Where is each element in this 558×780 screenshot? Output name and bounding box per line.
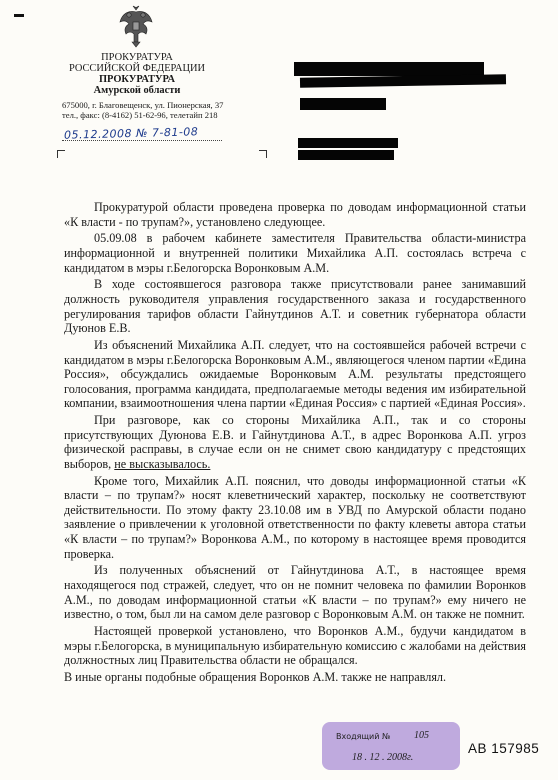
address-block-corner-right (259, 150, 267, 158)
address-block-corner-left (57, 150, 65, 158)
paragraph: Настоящей проверкой установлено, что Воронков А.М., будучи кандидатом в мэры г.Белогорска, в муниципальную избирательную комиссию с жалобами на действия должностных лиц Правительства области не обращался. (64, 623, 526, 668)
letter-body (64, 200, 526, 687)
address-line: 675000, г. Благовещенск, ул. Пионерская, 37 (62, 100, 224, 110)
letterhead-line-1: ПРОКУРАТУРА (101, 52, 173, 63)
paragraph: 05.09.08 в рабочем кабинете заместителя Правительства области-министра информационной и внутренней политики Михайлика А.П. состоялась встреча с кандидатом в мэры г.Белогорска Воронковым А.М. (64, 231, 526, 275)
underlined-phrase: не высказывалось. (114, 456, 211, 471)
paragraph: Из полученных объяснений от Гайнутдинова А.Т., в настоящее время находящегося под стражей, следует, что он не помнит человека по фамилии Воронков А.М., по доводам информационной статьи «К власти – по трупам?» ему ничего не известно, о том, был ли на самом деле разговор с Воронковым А.М. он также не помнит. (64, 563, 526, 622)
form-serial-number: АВ 157985 (468, 741, 540, 756)
stamp-number: 105 (414, 730, 429, 741)
double-headed-eagle-emblem (118, 4, 154, 48)
stamp-label: Входящий № (336, 732, 391, 741)
paragraph: В иные органы подобные обращения Воронков А.М. также не направлял. (64, 669, 447, 684)
paragraph: Кроме того, Михайлик А.П. пояснил, что доводы информационной статьи «К власти – по трупам?» носят клеветнический характер, поскольку не соответствуют действительности. По этому факту 23.10.08 им в УВД по Амурской области подано заявление о привлечении к уголовной ответственности по факту клеветы автора статьи «К власти – по трупам?» Воронкова А.М., по которому в настоящее время проводится проверка. (64, 473, 526, 561)
redaction-bar (298, 138, 398, 148)
letterhead-line-2: РОССИЙСКОЙ ФЕДЕРАЦИИ (68, 63, 206, 74)
paragraph (64, 413, 526, 471)
redaction-bar (300, 74, 506, 88)
letterhead-line-3: ПРОКУРАТУРА (98, 74, 176, 85)
paragraph: Прокуратурой области проведена проверка по доводам информационной статьи «К власти - по трупам?», установлено следующее. (64, 200, 526, 229)
stamp-date: 18 . 12 . 2008г. (352, 752, 414, 763)
prosecutor-letterhead (52, 52, 222, 120)
paragraph-text: При разговоре, как со стороны Михайлика А.П., так и со стороны присутствующих Дуюнова Е.В. и Гайнутдинова А.Т., в адрес Воронкова А.П. угроз физической расправы, в случае если он не снимет свою кандидатуру с предстоящих выборов, (64, 413, 526, 471)
letterhead-address (62, 100, 238, 120)
date-field-line (62, 140, 222, 141)
handwritten-date-number: 05.12.2008 № 7-81-08 (63, 125, 199, 142)
redaction-bar (300, 98, 386, 110)
redaction-bar (298, 150, 394, 160)
scan-mark (14, 14, 24, 17)
contact-line: тел., факс: (8-4162) 51-62-96, телетайп 218 (62, 110, 218, 120)
letterhead-line-4: Амурской области (93, 85, 181, 96)
redaction-bar (294, 62, 484, 76)
incoming-registration-stamp (322, 722, 460, 770)
paragraph: В ходе состоявшегося разговора также присутствовали ранее занимавший должность руководителя управления государственного заказа и государственного регулирования тарифов области Гайнутдинов А.Т. и советник губернатора области Дуюнов Е.В. (64, 277, 526, 336)
paragraph: Из объяснений Михайлика А.П. следует, что на состоявшейся рабочей встречи с кандидатом в мэры г.Белогорска Воронковым А.М., являющегося членом партии «Едина Россия», обсуждались ожидаемые Воронковым А.М. результаты предстоящего голосования, программа кандидата, предполагаемые методы ведения им избирательной компании, взаимоотношения члена партии «Единая Россия» с партией «Единая Россия». (64, 337, 526, 411)
